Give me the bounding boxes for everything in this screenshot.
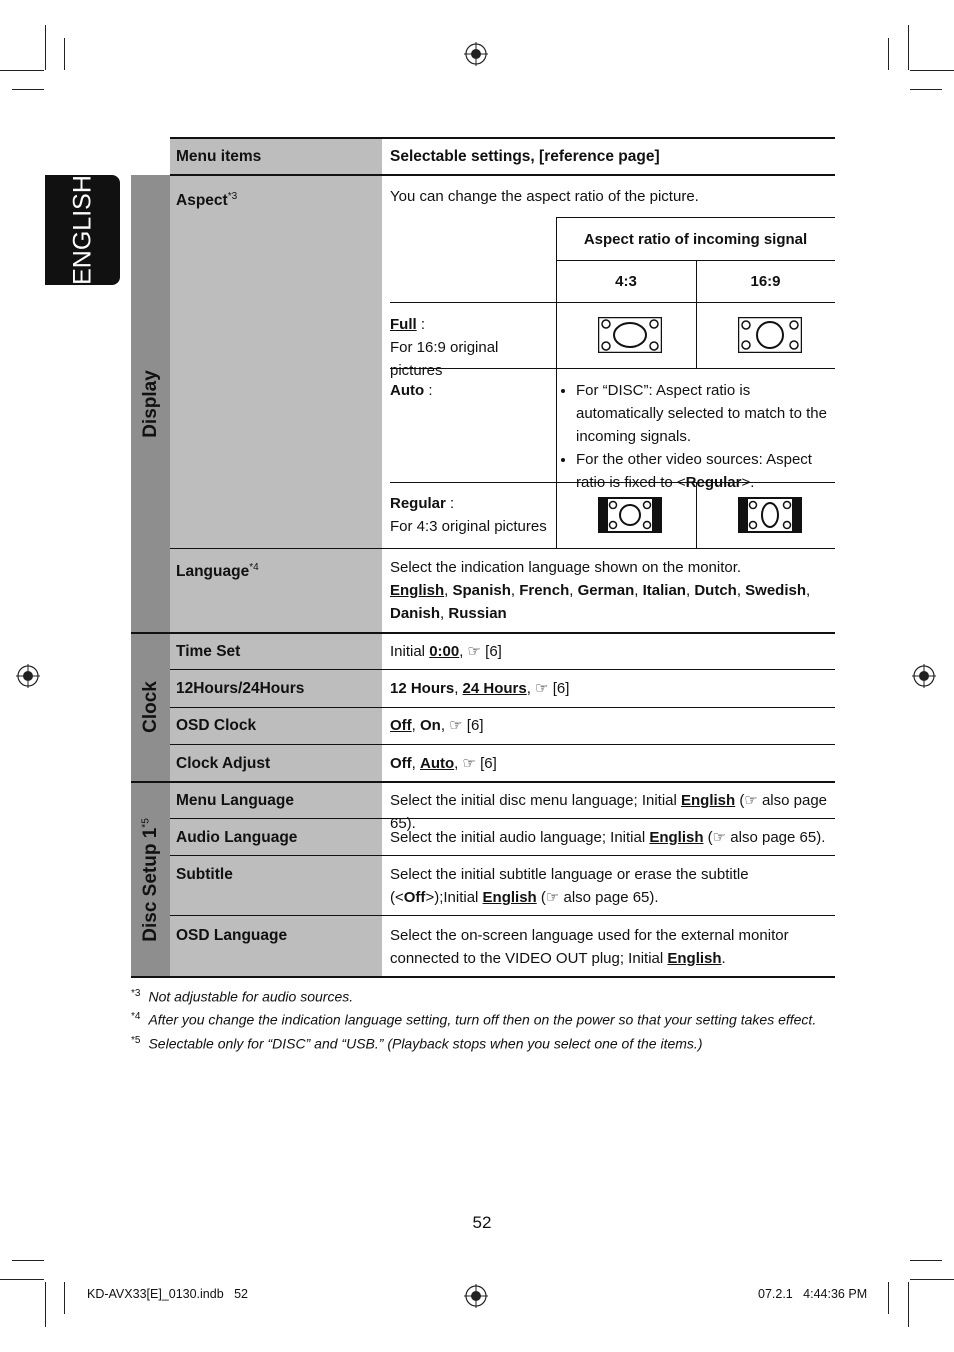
- footnote: $^{*4}$ After you change the indication language setting, turn off then on the power so that your setting takes effect.: [131, 1011, 817, 1028]
- section-disc-setup-label: Disc Setup 1$^{*5}$: [139, 817, 161, 942]
- registration-mark-icon: [912, 664, 936, 688]
- page-number: 52: [472, 1213, 492, 1232]
- osd-clock-settings: Off, On, ☞ [6]: [390, 717, 484, 734]
- section-disc-setup: [131, 782, 170, 977]
- registration-mark-icon: [16, 664, 40, 688]
- section-display: [131, 175, 170, 632]
- language-settings: Select the indication language shown on the monitor. English, Spanish, French, German, Italian, Dutch, Swedish, Danish, Russian: [390, 559, 811, 622]
- menu-item-hours: 12Hours/24Hours: [176, 680, 305, 697]
- aspect-option-full: Full : For 16:9 original pictures: [390, 316, 499, 379]
- language-tab: [45, 175, 120, 285]
- subtitle-settings: Select the initial subtitle language or erase the subtitle (<Off>);Initial English (☞ also page 65).: [390, 866, 749, 906]
- footnote: $^{*5}$ Selectable only for “DISC” and “USB.” (Playback stops when you select one of the items.): [131, 1035, 703, 1052]
- aspect-auto-description: • For “DISC”: Aspect ratio is automatically selected to match to the incoming signals. • For the other video sources: Aspect ratio is fixed to <Regular>.: [562, 379, 834, 494]
- aspect-option-regular: Regular : For 4:3 original pictures: [390, 495, 547, 535]
- regular-4-3-screen-icon: [598, 497, 662, 533]
- menu-item-subtitle: Subtitle: [176, 866, 233, 883]
- footer-file-info: KD-AVX33[E]_0130.indb 52: [87, 1287, 248, 1301]
- section-display-label: Display: [139, 369, 161, 438]
- menu-item-osd-clock: OSD Clock: [176, 717, 257, 734]
- menu-item-menu-language: Menu Language: [176, 792, 294, 809]
- registration-mark-icon: [464, 42, 488, 66]
- language-tab-label: ENGLISH: [68, 175, 96, 285]
- aspect-option-auto: Auto :: [390, 382, 433, 399]
- full-4-3-screen-icon: [598, 317, 662, 353]
- menu-item-language: Language$^{*4}$: [176, 562, 259, 581]
- osd-language-settings: Select the on-screen language used for the external monitor connected to the VIDEO OUT plug; Initial English.: [390, 927, 789, 967]
- aspect-col-16-9: 16:9: [750, 273, 781, 290]
- menu-item-time-set: Time Set: [176, 643, 241, 660]
- time-set-settings: Initial 0:00, ☞ [6]: [390, 643, 502, 660]
- aspect-intro: You can change the aspect ratio of the picture.: [390, 188, 699, 205]
- section-clock-label: Clock: [139, 681, 161, 733]
- menu-item-clock-adjust: Clock Adjust: [176, 755, 271, 772]
- full-16-9-screen-icon: [738, 317, 802, 353]
- menu-item-osd-language: OSD Language: [176, 927, 288, 944]
- header-selectable-settings: Selectable settings, [reference page]: [390, 148, 660, 165]
- footnote: $^{*3}$ Not adjustable for audio sources.: [131, 988, 354, 1005]
- menu-item-audio-language: Audio Language: [176, 829, 298, 846]
- audio-language-settings: Select the initial audio language; Initial English (☞ also page 65).: [390, 829, 826, 846]
- aspect-col-4-3: 4:3: [615, 273, 637, 290]
- section-clock: [131, 633, 170, 781]
- aspect-signal-header: Aspect ratio of incoming signal: [583, 231, 808, 248]
- menu-language-settings: Select the initial disc menu language; Initial English (☞ also page 65).: [390, 792, 828, 832]
- clock-adjust-settings: Off, Auto, ☞ [6]: [390, 755, 497, 772]
- hours-settings: 12 Hours, 24 Hours, ☞ [6]: [390, 680, 570, 697]
- menu-item-aspect: Aspect$^{*3}$: [176, 191, 238, 210]
- regular-16-9-screen-icon: [738, 497, 802, 533]
- registration-mark-icon: [464, 1284, 488, 1308]
- header-menu-items: Menu items: [176, 148, 262, 165]
- footer-date: 07.2.1 4:44:36 PM: [758, 1287, 868, 1301]
